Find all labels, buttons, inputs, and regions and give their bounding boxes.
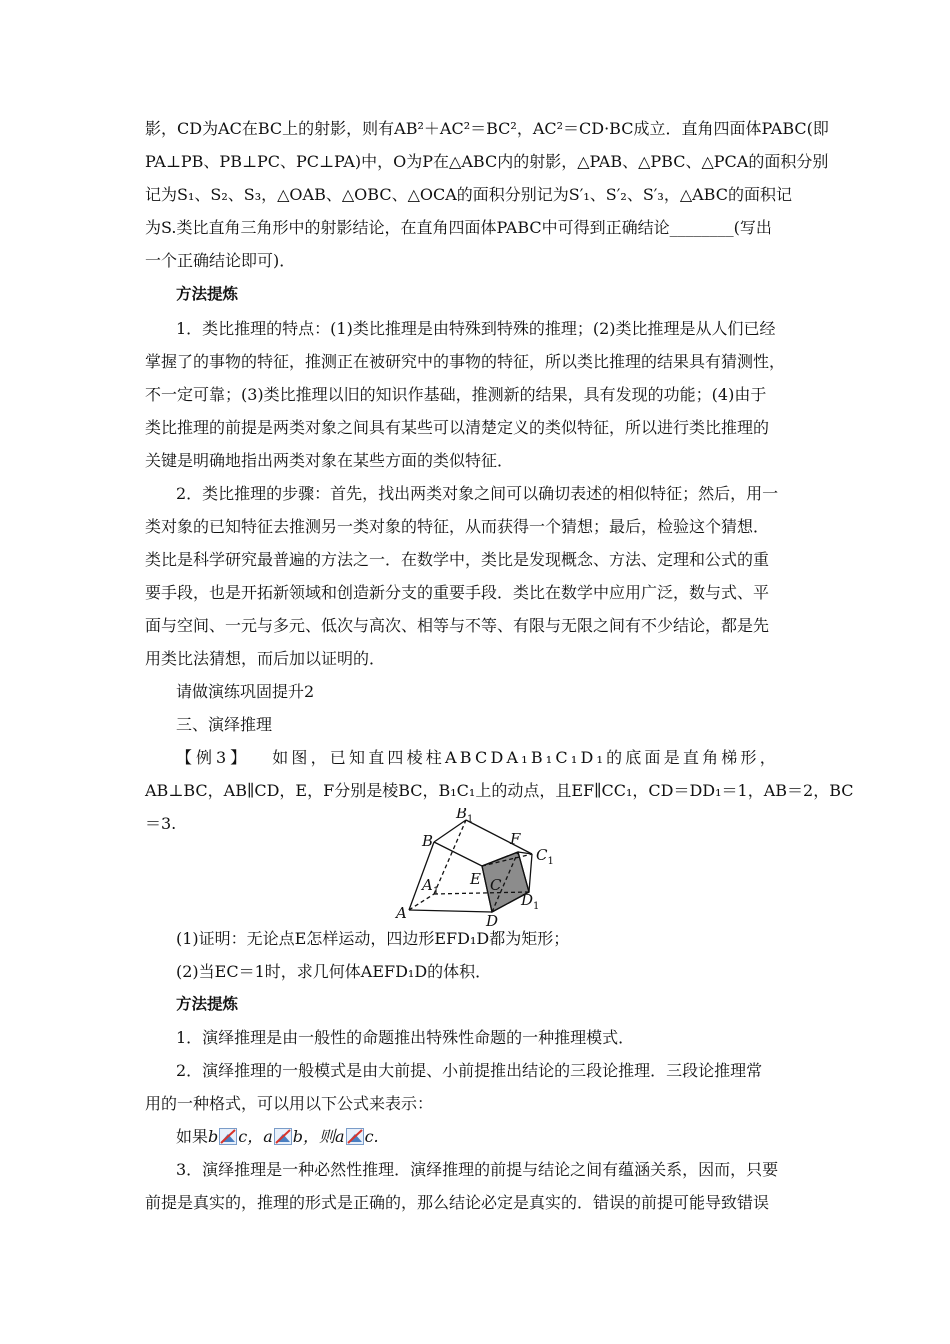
text-line: 类比是科学研究最普遍的方法之一．在数学中，类比是发现概念、方法、定理和公式的重 — [145, 550, 770, 569]
label-F: F — [510, 830, 521, 848]
label-C1: $C_1$ — [536, 846, 554, 867]
text-line: 前提是真实的，推理的形式是正确的，那么结论必定是真实的．错误的前提可能导致错误 — [145, 1193, 770, 1212]
broken-image-icon — [219, 1128, 237, 1145]
example-text: 如图，已知直四棱柱ABCDA₁B₁C₁D₁的底面是直角梯形， — [272, 748, 779, 767]
formula-line: 如果b c，a b，则a c. — [176, 1127, 379, 1146]
text-line: PA⊥PB、PB⊥PC、PC⊥PA)中，O为P在△ABC内的射影，△PAB、△PBC、△PCA的面积分别 — [145, 152, 829, 171]
text-line: 一个正确结论即可)． — [145, 251, 296, 270]
broken-image-icon — [346, 1128, 364, 1145]
text-line: 2．类比推理的步骤：首先，找出两类对象之间可以确切表述的相似特征；然后，用一 — [176, 484, 779, 503]
text-line: 关键是明确地指出两类对象在某些方面的类似特征． — [145, 451, 514, 470]
text-line: 要手段，也是开拓新领域和创造新分支的重要手段．类比在数学中应用广泛，数与式、平 — [145, 583, 770, 602]
text-line: 用类比法猜想，而后加以证明的． — [145, 649, 386, 668]
label-D1: $D_1$ — [521, 891, 540, 912]
example-line — [176, 741, 856, 774]
text-line: 3．演绎推理是一种必然性推理．演绎推理的前提与结论之间有蕴涵关系，因而，只要 — [176, 1160, 779, 1179]
label-C: C — [490, 876, 502, 894]
text-line: 类比推理的前提是两类对象之间具有某些可以清楚定义的类似特征，所以进行类比推理的 — [145, 418, 770, 437]
text-line: 影，CD为AC在BC上的射影，则有AB²＋AC²＝BC²，AC²＝CD·BC成立．直角四面体PABC(即 — [145, 119, 829, 138]
text-line: 1．演绎推理是由一般性的命题推出特殊性命题的一种推理模式． — [176, 1028, 635, 1047]
text-line: ＝3. — [145, 814, 177, 833]
practice-note: 请做演练巩固提升2 — [176, 682, 315, 701]
section-heading: 方法提炼 — [176, 285, 239, 303]
text-line: 用的一种格式，可以用以下公式来表示： — [145, 1094, 434, 1113]
text-line: 不一定可靠；(3)类比推理以旧的知识作基础，推测新的结果，具有发现的功能；(4)由于 — [145, 385, 767, 404]
text-line: 面与空间、一元与多元、低次与高次、相等与不等、有限与无限之间有不少结论，都是先 — [145, 616, 770, 635]
question-2: (2)当EC＝1时，求几何体AEFD₁D的体积． — [176, 962, 492, 981]
label-A1: $A_1$ — [422, 876, 440, 897]
label-D: D — [486, 912, 499, 926]
broken-image-icon — [274, 1128, 292, 1145]
text-line: 1．类比推理的特点：(1)类比推理是由特殊到特殊的推理；(2)类比推理是从人们已经 — [176, 319, 776, 338]
text-line: 记为S₁、S₂、S₃，△OAB、△OBC、△OCA的面积分别记为S′₁、S′₂、S′₃，△ABC的面积记 — [145, 185, 792, 204]
label-B: B — [422, 832, 434, 850]
text-line: 类对象的已知特征去推测另一类对象的特征，从而获得一个猜想；最后，检验这个猜想． — [145, 517, 770, 536]
question-1: (1)证明：无论点E怎样运动，四边形EFD₁D都为矩形； — [176, 929, 570, 948]
text-line: 2．演绎推理的一般模式是由大前提、小前提推出结论的三段论推理．三段论推理常 — [176, 1061, 763, 1080]
text-line: 掌握了的事物的特征，推测正在被研究中的事物的特征，所以类比推理的结果具有猜测性， — [145, 352, 786, 371]
text-line: 为S.类比直角三角形中的射影结论，在直角四面体PABC中可得到正确结论________(写出 — [145, 218, 772, 237]
section-title: 三、演绎推理 — [176, 715, 273, 734]
label-B1: $B_1$ — [456, 808, 474, 825]
section-heading: 方法提炼 — [176, 995, 239, 1013]
prism-figure — [390, 808, 570, 926]
text-line: AB⊥BC，AB∥CD，E，F分别是棱BC，B₁C₁上的动点，且EF∥CC₁，CD＝DD₁＝1，AB＝2，BC — [145, 781, 854, 800]
example-tag: 【例3】 — [176, 748, 251, 767]
label-A: A — [396, 904, 407, 922]
label-E: E — [470, 870, 481, 888]
